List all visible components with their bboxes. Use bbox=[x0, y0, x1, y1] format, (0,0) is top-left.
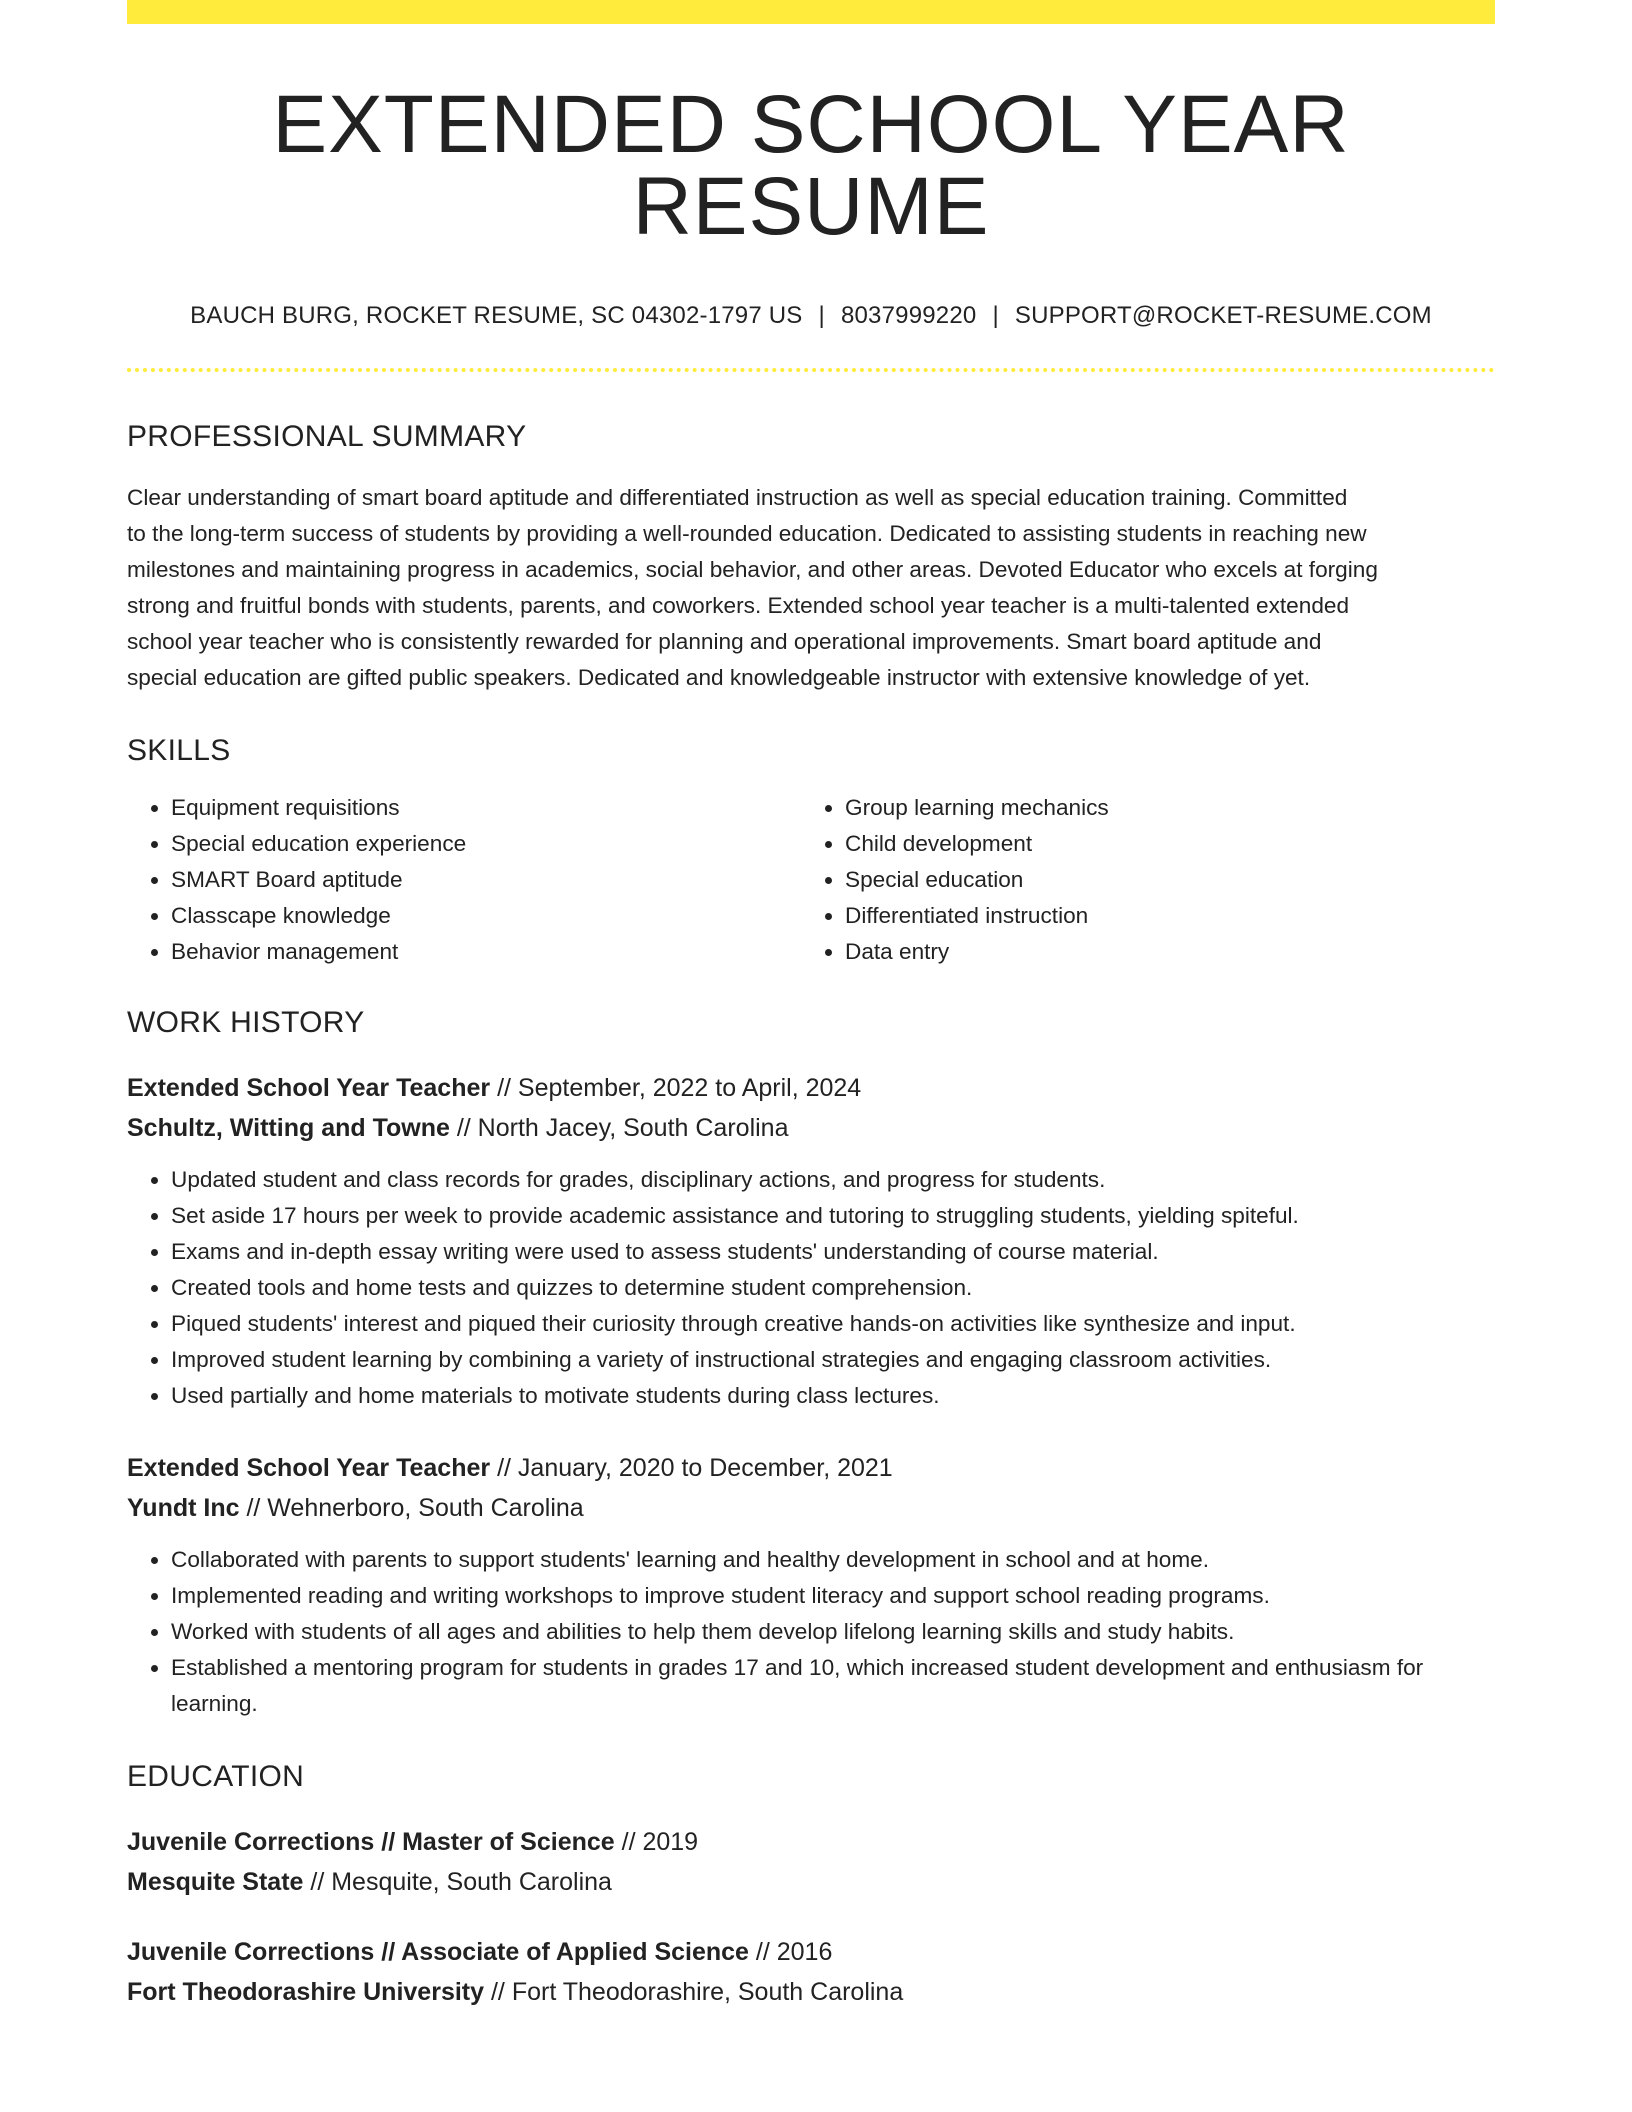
resume-page bbox=[127, 0, 1495, 2012]
education-location: // Mesquite, South Carolina bbox=[310, 1868, 612, 1896]
job-company-line bbox=[127, 1108, 1495, 1148]
job-company: Yundt Inc bbox=[127, 1494, 240, 1522]
job-company-line bbox=[127, 1488, 1495, 1528]
summary-line: to the long-term success of students by providing a well-rounded education. Dedicated to assisting students in reaching new bbox=[127, 521, 1367, 546]
skill-item: • SMART Board aptitude bbox=[171, 862, 801, 898]
education-year: // 2016 bbox=[755, 1938, 833, 1966]
skill-item: • Equipment requisitions bbox=[171, 790, 801, 826]
dotted-divider bbox=[127, 368, 1495, 372]
education-degree: Juvenile Corrections // Associate of Applied Science bbox=[127, 1938, 749, 1966]
education-school: Mesquite State bbox=[127, 1868, 304, 1896]
contact-address: BAUCH BURG, ROCKET RESUME, SC 04302-1797 US bbox=[190, 302, 803, 329]
skills-column-right bbox=[801, 790, 1475, 970]
education-school-line bbox=[127, 1972, 1495, 2012]
contact-separator: | bbox=[992, 302, 999, 329]
resume-title: EXTENDED SCHOOL YEAR RESUME bbox=[272, 79, 1350, 252]
summary-line: special education are gifted public speakers. Dedicated and knowledgeable instructor with extensive knowledge of yet. bbox=[127, 665, 1311, 690]
education-degree: Juvenile Corrections // Master of Science bbox=[127, 1828, 615, 1856]
education-entry bbox=[127, 1822, 1495, 1902]
summary-line: Clear understanding of smart board aptitude and differentiated instruction as well as special education training. Committed bbox=[127, 485, 1348, 510]
job-bullets bbox=[127, 1542, 1495, 1722]
skill-item: • Behavior management bbox=[171, 934, 801, 970]
skill-item: • Classcape knowledge bbox=[171, 898, 801, 934]
education-school-line bbox=[127, 1862, 1495, 1902]
job-bullet: • Improved student learning by combining a variety of instructional strategies and engaging classroom activities. bbox=[171, 1342, 1495, 1378]
education-year: // 2019 bbox=[621, 1828, 699, 1856]
job-bullet: • Collaborated with parents to support students' learning and healthy development in school and at home. bbox=[171, 1542, 1495, 1578]
summary-line: school year teacher who is consistently rewarded for planning and operational improvements. Smart board aptitude and bbox=[127, 629, 1322, 654]
education-degree-line bbox=[127, 1932, 1495, 1972]
contact-email: SUPPORT@ROCKET-RESUME.COM bbox=[1014, 302, 1432, 329]
summary-text bbox=[127, 480, 1495, 696]
job-bullet: • Created tools and home tests and quizzes to determine student comprehension. bbox=[171, 1270, 1495, 1306]
education-school: Fort Theodorashire University bbox=[127, 1978, 485, 2006]
accent-top-bar bbox=[127, 0, 1495, 24]
job-bullet: • Piqued students' interest and piqued their curiosity through creative hands-on activities like synthesize and input. bbox=[171, 1306, 1495, 1342]
work-history-heading: WORK HISTORY bbox=[127, 1006, 365, 1039]
job-entry bbox=[127, 1448, 1495, 1722]
summary-line: strong and fruitful bonds with students, parents, and coworkers. Extended school year teacher is a multi-talented extended bbox=[127, 593, 1350, 618]
skill-item: • Group learning mechanics bbox=[845, 790, 1475, 826]
job-role: Extended School Year Teacher bbox=[127, 1454, 491, 1482]
skill-item: • Special education bbox=[845, 862, 1475, 898]
contact-line bbox=[127, 304, 1495, 328]
job-location: // North Jacey, South Carolina bbox=[456, 1114, 789, 1142]
job-title-line bbox=[127, 1448, 1495, 1488]
summary-heading: PROFESSIONAL SUMMARY bbox=[127, 420, 527, 453]
job-bullets bbox=[127, 1162, 1495, 1414]
job-bullet: • Set aside 17 hours per week to provide academic assistance and tutoring to struggling students, yielding spiteful. bbox=[171, 1198, 1495, 1234]
job-dates: // January, 2020 to December, 2021 bbox=[497, 1454, 893, 1482]
job-title-line bbox=[127, 1068, 1495, 1108]
education-degree-line bbox=[127, 1822, 1495, 1862]
contact-phone: 8037999220 bbox=[840, 302, 977, 329]
job-role: Extended School Year Teacher bbox=[127, 1074, 491, 1102]
job-bullet: • Updated student and class records for grades, disciplinary actions, and progress for students. bbox=[171, 1162, 1495, 1198]
job-bullet: • Established a mentoring program for students in grades 17 and 10, which increased student development and enthusiasm for learning. bbox=[171, 1650, 1495, 1722]
job-bullet: • Worked with students of all ages and abilities to help them develop lifelong learning skills and study habits. bbox=[171, 1614, 1495, 1650]
job-bullet: • Used partially and home materials to motivate students during class lectures. bbox=[171, 1378, 1495, 1414]
skill-item: • Differentiated instruction bbox=[845, 898, 1475, 934]
education-heading: EDUCATION bbox=[127, 1760, 305, 1793]
job-dates: // September, 2022 to April, 2024 bbox=[497, 1074, 862, 1102]
contact-separator: | bbox=[818, 302, 825, 329]
skills-column-left bbox=[127, 790, 801, 970]
education-entry bbox=[127, 1932, 1495, 2012]
job-bullet: • Exams and in-depth essay writing were used to assess students' understanding of course material. bbox=[171, 1234, 1495, 1270]
job-location: // Wehnerboro, South Carolina bbox=[246, 1494, 584, 1522]
job-bullet: • Implemented reading and writing workshops to improve student literacy and support school reading programs. bbox=[171, 1578, 1495, 1614]
skill-item: • Child development bbox=[845, 826, 1475, 862]
education-location: // Fort Theodorashire, South Carolina bbox=[490, 1978, 904, 2006]
job-company: Schultz, Witting and Towne bbox=[127, 1114, 450, 1142]
summary-line: milestones and maintaining progress in academics, social behavior, and other areas. Devoted Educator who excels at forging bbox=[127, 557, 1378, 582]
skills-heading: SKILLS bbox=[127, 734, 231, 767]
skill-item: • Special education experience bbox=[171, 826, 801, 862]
job-entry bbox=[127, 1068, 1495, 1414]
skill-item: • Data entry bbox=[845, 934, 1475, 970]
skills-list bbox=[127, 790, 1495, 970]
